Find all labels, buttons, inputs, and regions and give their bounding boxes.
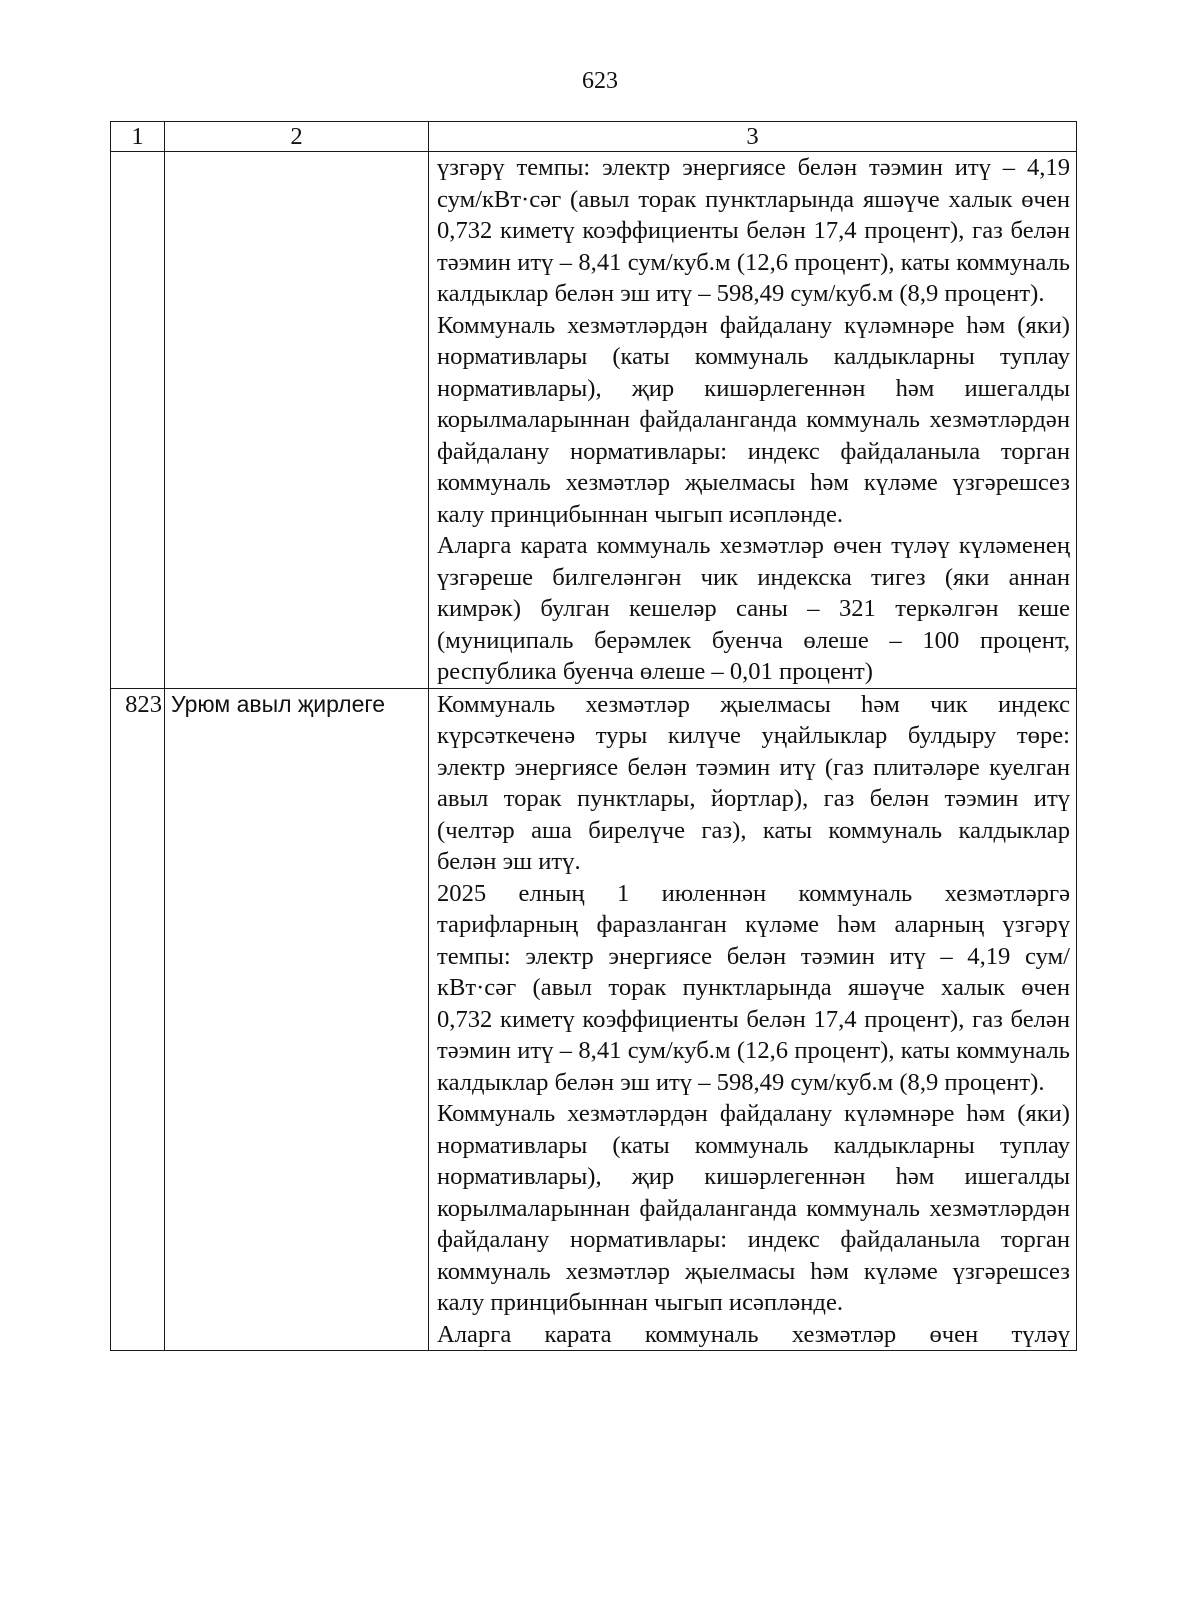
settlement-name-cell: Урюм авыл җирлеге [165, 688, 429, 1351]
column-header-1: 1 [111, 122, 165, 152]
paragraph: 2025 елның 1 июленнән коммуналь хезмәтләргә тарифларның фаразланган күләме һәм аларның үзгәрү темпы: электр энергиясе белән тәэмин итү – 4,19 сум/кВт·сәг (авыл торак пунктларында яшәүче халык өчен 0,732 киметү коэффициенты белән 17,4 процент), газ белән тәэмин итү – 8,41 сум/куб.м (12,6 процент), каты коммуналь калдыклар белән эш итү – 598,49 сум/куб.м (8,9 процент). [437, 879, 1070, 1096]
settlement-name-cell [165, 152, 429, 689]
description-cell [429, 688, 1077, 1351]
paragraph: Аларга карата коммуналь хезмәтләр өчен түләү [437, 1320, 1070, 1348]
paragraph: Аларга карата коммуналь хезмәтләр өчен түләү күләменең үзгәреше билгеләнгән чик индекска тигез (яки аннан кимрәк) булган кешеләр саны – 321 теркәлгән кеше (муниципаль берәмлек буенча өлеше – 100 процент, республика буенча өлеше – 0,01 процент) [437, 532, 1070, 685]
paragraph: Коммуналь хезмәтләр җыелмасы һәм чик индекс күрсәткеченә туры килүче уңайлыклар булдыру төре: электр энергиясе белән тәэмин итү (газ плитәләре куелган авыл торак пунктлары, йортлар), газ белән тәэмин итү (челтәр аша бирелүче газ), каты коммуналь калдыклар белән эш итү. [437, 690, 1070, 875]
table-row [111, 688, 1077, 1351]
table-row [111, 152, 1077, 689]
paragraph: үзгәрү темпы: электр энергиясе белән тәэмин итү – 4,19 сум/кВт·сәг (авыл торак пунктларында яшәүче халык өчен 0,732 киметү коэффициенты белән 17,4 процент), газ белән тәэмин итү – 8,41 сум/куб.м (12,6 процент), каты коммуналь калдыклар белән эш итү – 598,49 сум/куб.м (8,9 процент). [437, 154, 1070, 307]
row-number-cell [111, 152, 165, 689]
paragraph: Коммуналь хезмәтләрдән файдалану күләмнәре һәм (яки) нормативлары (каты коммуналь калдыкларны туплау нормативлары), җир кишәрлегеннән һәм ишегалды корылмаларыннан файдаланганда коммуналь хезмәтләрдән файдалану нормативлары: индекс файдаланыла торган коммуналь хезмәтләр җыелмасы һәм күләме үзгәрешсез калу принцибыннан чыгып исәпләнде. [437, 1100, 1070, 1316]
description-cell [429, 152, 1077, 689]
paragraph: Коммуналь хезмәтләрдән файдалану күләмнәре һәм (яки) нормативлары (каты коммуналь калдыкларны туплау нормативлары), җир кишәрлегеннән һәм ишегалды корылмаларыннан файдаланганда коммуналь хезмәтләрдән файдалану нормативлары: индекс файдаланыла торган коммуналь хезмәтләр җыелмасы һәм күләме үзгәрешсез калу принцибыннан чыгып исәпләнде. [437, 311, 1070, 528]
row-number-cell: 823 [111, 688, 165, 1351]
table-header-row [111, 122, 1077, 152]
column-header-2: 2 [165, 122, 429, 152]
page-number: 623 [582, 68, 618, 94]
column-header-3: 3 [429, 122, 1077, 152]
data-table [110, 121, 1077, 1351]
